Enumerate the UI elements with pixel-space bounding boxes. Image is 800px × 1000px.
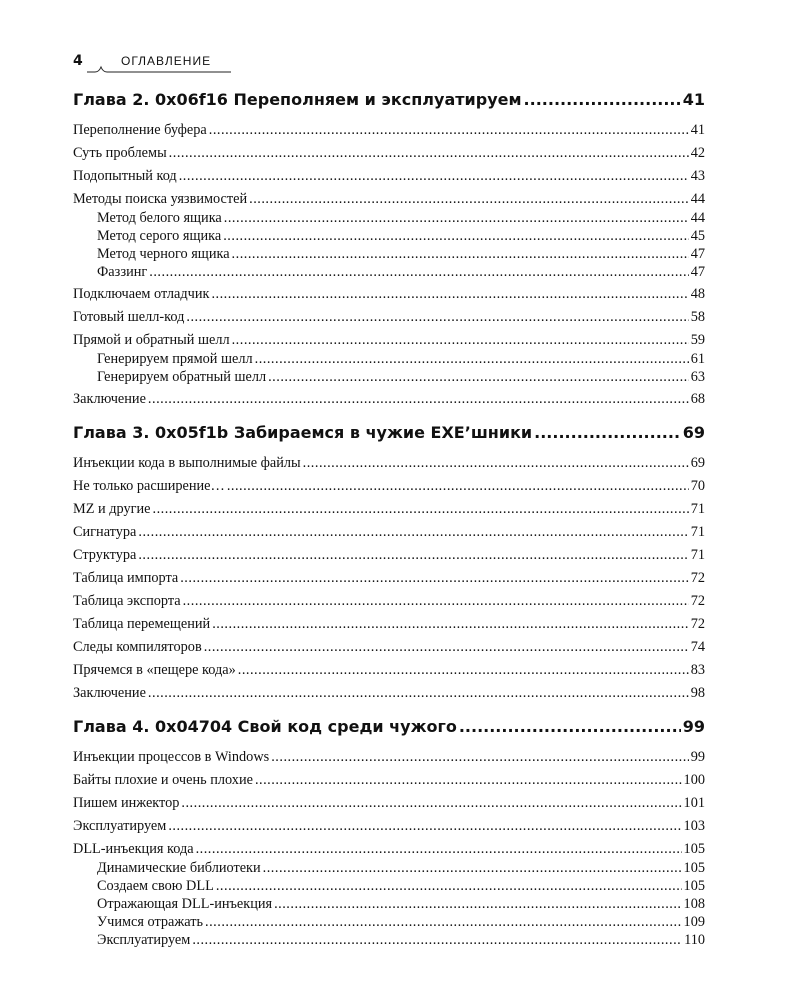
toc-entry[interactable] [73,684,705,703]
toc-entry[interactable] [73,144,705,163]
toc-subentry[interactable] [73,859,705,877]
dot-leader [268,368,689,386]
entry-page: 47 [690,246,705,262]
entry-title: Создаем свою DLL [97,878,214,894]
entry-page: 44 [690,191,705,207]
entry-page: 99 [690,749,705,765]
entry-title: Таблица перемещений [73,616,211,632]
dot-leader [169,144,689,163]
toc-entry[interactable] [73,840,705,859]
dot-leader [249,190,689,209]
entry-page: 101 [683,795,705,811]
entry-page: 105 [683,841,705,857]
entry-title: Пишем инжектор [73,795,180,811]
chapter-title: Глава 4. 0x04704 Свой код среди чужого [73,717,457,736]
toc-page [73,48,705,949]
entry-page: 63 [690,369,705,385]
entry-title: Таблица импорта [73,570,179,586]
entry-page: 61 [690,351,705,367]
toc-subentry[interactable] [73,245,705,263]
entry-page: 71 [690,547,705,563]
entry-title: Отражающая DLL-инъекция [97,896,273,912]
dot-leader [138,546,688,565]
chapter-4 [73,717,705,949]
dot-leader [263,859,682,877]
entry-page: 45 [690,228,705,244]
dot-leader [138,523,688,542]
dot-leader [181,794,681,813]
dot-leader [534,423,681,442]
toc-entry[interactable] [73,523,705,542]
entry-title: Байты плохие и очень плохие [73,772,253,788]
entry-title: Фаззинг [97,264,148,280]
entry-title: MZ и другие [73,501,151,517]
toc-subentry[interactable] [73,209,705,227]
toc-entry[interactable] [73,331,705,350]
entry-title: Готовый шелл-код [73,309,185,325]
dot-leader [232,331,689,350]
chapter-page: 69 [682,423,705,442]
dot-leader [148,684,689,703]
entry-title: Эксплуатируем [73,818,167,834]
entry-page: 109 [683,914,705,930]
toc-entry[interactable] [73,454,705,473]
toc-entry[interactable] [73,748,705,767]
dot-leader [148,390,689,409]
dot-leader [524,90,681,109]
entry-page: 100 [683,772,705,788]
toc-subentry[interactable] [73,931,705,949]
entry-title: Метод серого ящика [97,228,222,244]
entry-page: 42 [690,145,705,161]
toc-subentry[interactable] [73,263,705,281]
entry-title: Переполнение буфера [73,122,207,138]
toc-entry[interactable] [73,546,705,565]
entry-title: Методы поиска уязвимостей [73,191,248,207]
dot-leader [204,638,689,657]
entry-title: Заключение [73,685,146,701]
dot-leader [216,877,682,895]
entry-page: 72 [690,570,705,586]
toc-subentry[interactable] [73,368,705,386]
toc-subentry[interactable] [73,913,705,931]
toc-entry[interactable] [73,500,705,519]
toc-entry[interactable] [73,592,705,611]
entry-title: Эксплуатируем [97,932,191,948]
entry-page: 70 [690,478,705,494]
dot-leader [180,569,688,588]
entry-page: 69 [690,455,705,471]
toc-entry[interactable] [73,817,705,836]
entry-title: Сигнатура [73,524,137,540]
entry-title: Заключение [73,391,146,407]
entry-title: Подключаем отладчик [73,286,210,302]
toc-entry[interactable] [73,569,705,588]
dot-leader [183,592,689,611]
toc-entry[interactable] [73,190,705,209]
toc-entry[interactable] [73,121,705,140]
chapter-heading[interactable] [73,423,705,447]
chapter-title: Глава 2. 0x06f16 Переполняем и эксплуатируем [73,90,522,109]
entry-page: 48 [690,286,705,302]
entry-title: DLL-инъекция кода [73,841,194,857]
dot-leader [224,209,689,227]
entry-page: 71 [690,524,705,540]
entry-title: Генерируем прямой шелл [97,351,253,367]
entry-page: 58 [690,309,705,325]
entry-title: Следы компиляторов [73,639,202,655]
dot-leader [209,121,689,140]
entry-title: Подопытный код [73,168,177,184]
entry-page: 72 [690,593,705,609]
entry-page: 74 [690,639,705,655]
dot-leader [232,245,689,263]
running-head-title: ОГЛАВЛЕНИЕ [121,54,212,68]
entry-page: 72 [690,616,705,632]
dot-leader [205,913,682,931]
toc-entry[interactable] [73,390,705,409]
dot-leader [227,477,689,496]
chapter-title: Глава 3. 0x05f1b Забираемся в чужие EXE’шники [73,423,533,442]
dot-leader [459,717,681,736]
entry-page: 110 [684,932,705,948]
toc-entry[interactable] [73,285,705,304]
entry-title: Учимся отражать [97,914,204,930]
dot-leader [212,615,689,634]
toc-entry[interactable] [73,638,705,657]
entry-page: 47 [690,264,705,280]
dot-leader [238,661,689,680]
dot-leader [223,227,688,245]
entry-title: Инъекции процессов в Windows [73,749,270,765]
entry-title: Суть проблемы [73,145,167,161]
toc-subentry[interactable] [73,895,705,913]
entry-page: 68 [690,391,705,407]
chapter-heading[interactable] [73,90,705,114]
entry-page: 41 [690,122,705,138]
running-head [73,48,705,76]
entry-title: Метод белого ящика [97,210,222,226]
toc-entry[interactable] [73,661,705,680]
chapter-page: 41 [682,90,705,109]
toc-subentry[interactable] [73,877,705,895]
toc-entry[interactable] [73,771,705,790]
toc-subentry[interactable] [73,350,705,368]
toc-entry[interactable] [73,794,705,813]
dot-leader [274,895,681,913]
entry-title: Не только расширение… [73,478,225,494]
entry-title: Структура [73,547,137,563]
entry-title: Динамические библиотеки [97,860,261,876]
chapter-heading[interactable] [73,717,705,741]
entry-page: 98 [690,685,705,701]
toc-entry[interactable] [73,477,705,496]
entry-title: Прямой и обратный шелл [73,332,230,348]
entry-page: 103 [683,818,705,834]
entry-page: 44 [690,210,705,226]
entry-title: Прячемся в «пещере кода» [73,662,236,678]
dot-leader [149,263,688,281]
entry-title: Метод черного ящика [97,246,230,262]
entry-page: 105 [683,878,705,894]
dot-leader [255,771,682,790]
entry-title: Инъекции кода в выполнимые файлы [73,455,301,471]
entry-title: Таблица экспорта [73,593,181,609]
dot-leader [186,308,688,327]
chapter-2 [73,90,705,409]
toc-entry[interactable] [73,167,705,186]
entry-page: 59 [690,332,705,348]
dot-leader [255,350,689,368]
dot-leader [153,500,689,519]
entry-page: 105 [683,860,705,876]
dot-leader [303,454,689,473]
entry-page: 108 [683,896,705,912]
toc-entry[interactable] [73,615,705,634]
chapter-page: 99 [682,717,705,736]
dot-leader [192,931,682,949]
dot-leader [179,167,689,186]
page-number: 4 [73,53,83,69]
dot-leader [211,285,688,304]
chapter-3 [73,423,705,703]
dot-leader [271,748,688,767]
entry-page: 43 [690,168,705,184]
dot-leader [196,840,682,859]
toc-subentry[interactable] [73,227,705,245]
entry-page: 71 [690,501,705,517]
entry-page: 83 [690,662,705,678]
toc-entry[interactable] [73,308,705,327]
dot-leader [168,817,681,836]
entry-title: Генерируем обратный шелл [97,369,267,385]
